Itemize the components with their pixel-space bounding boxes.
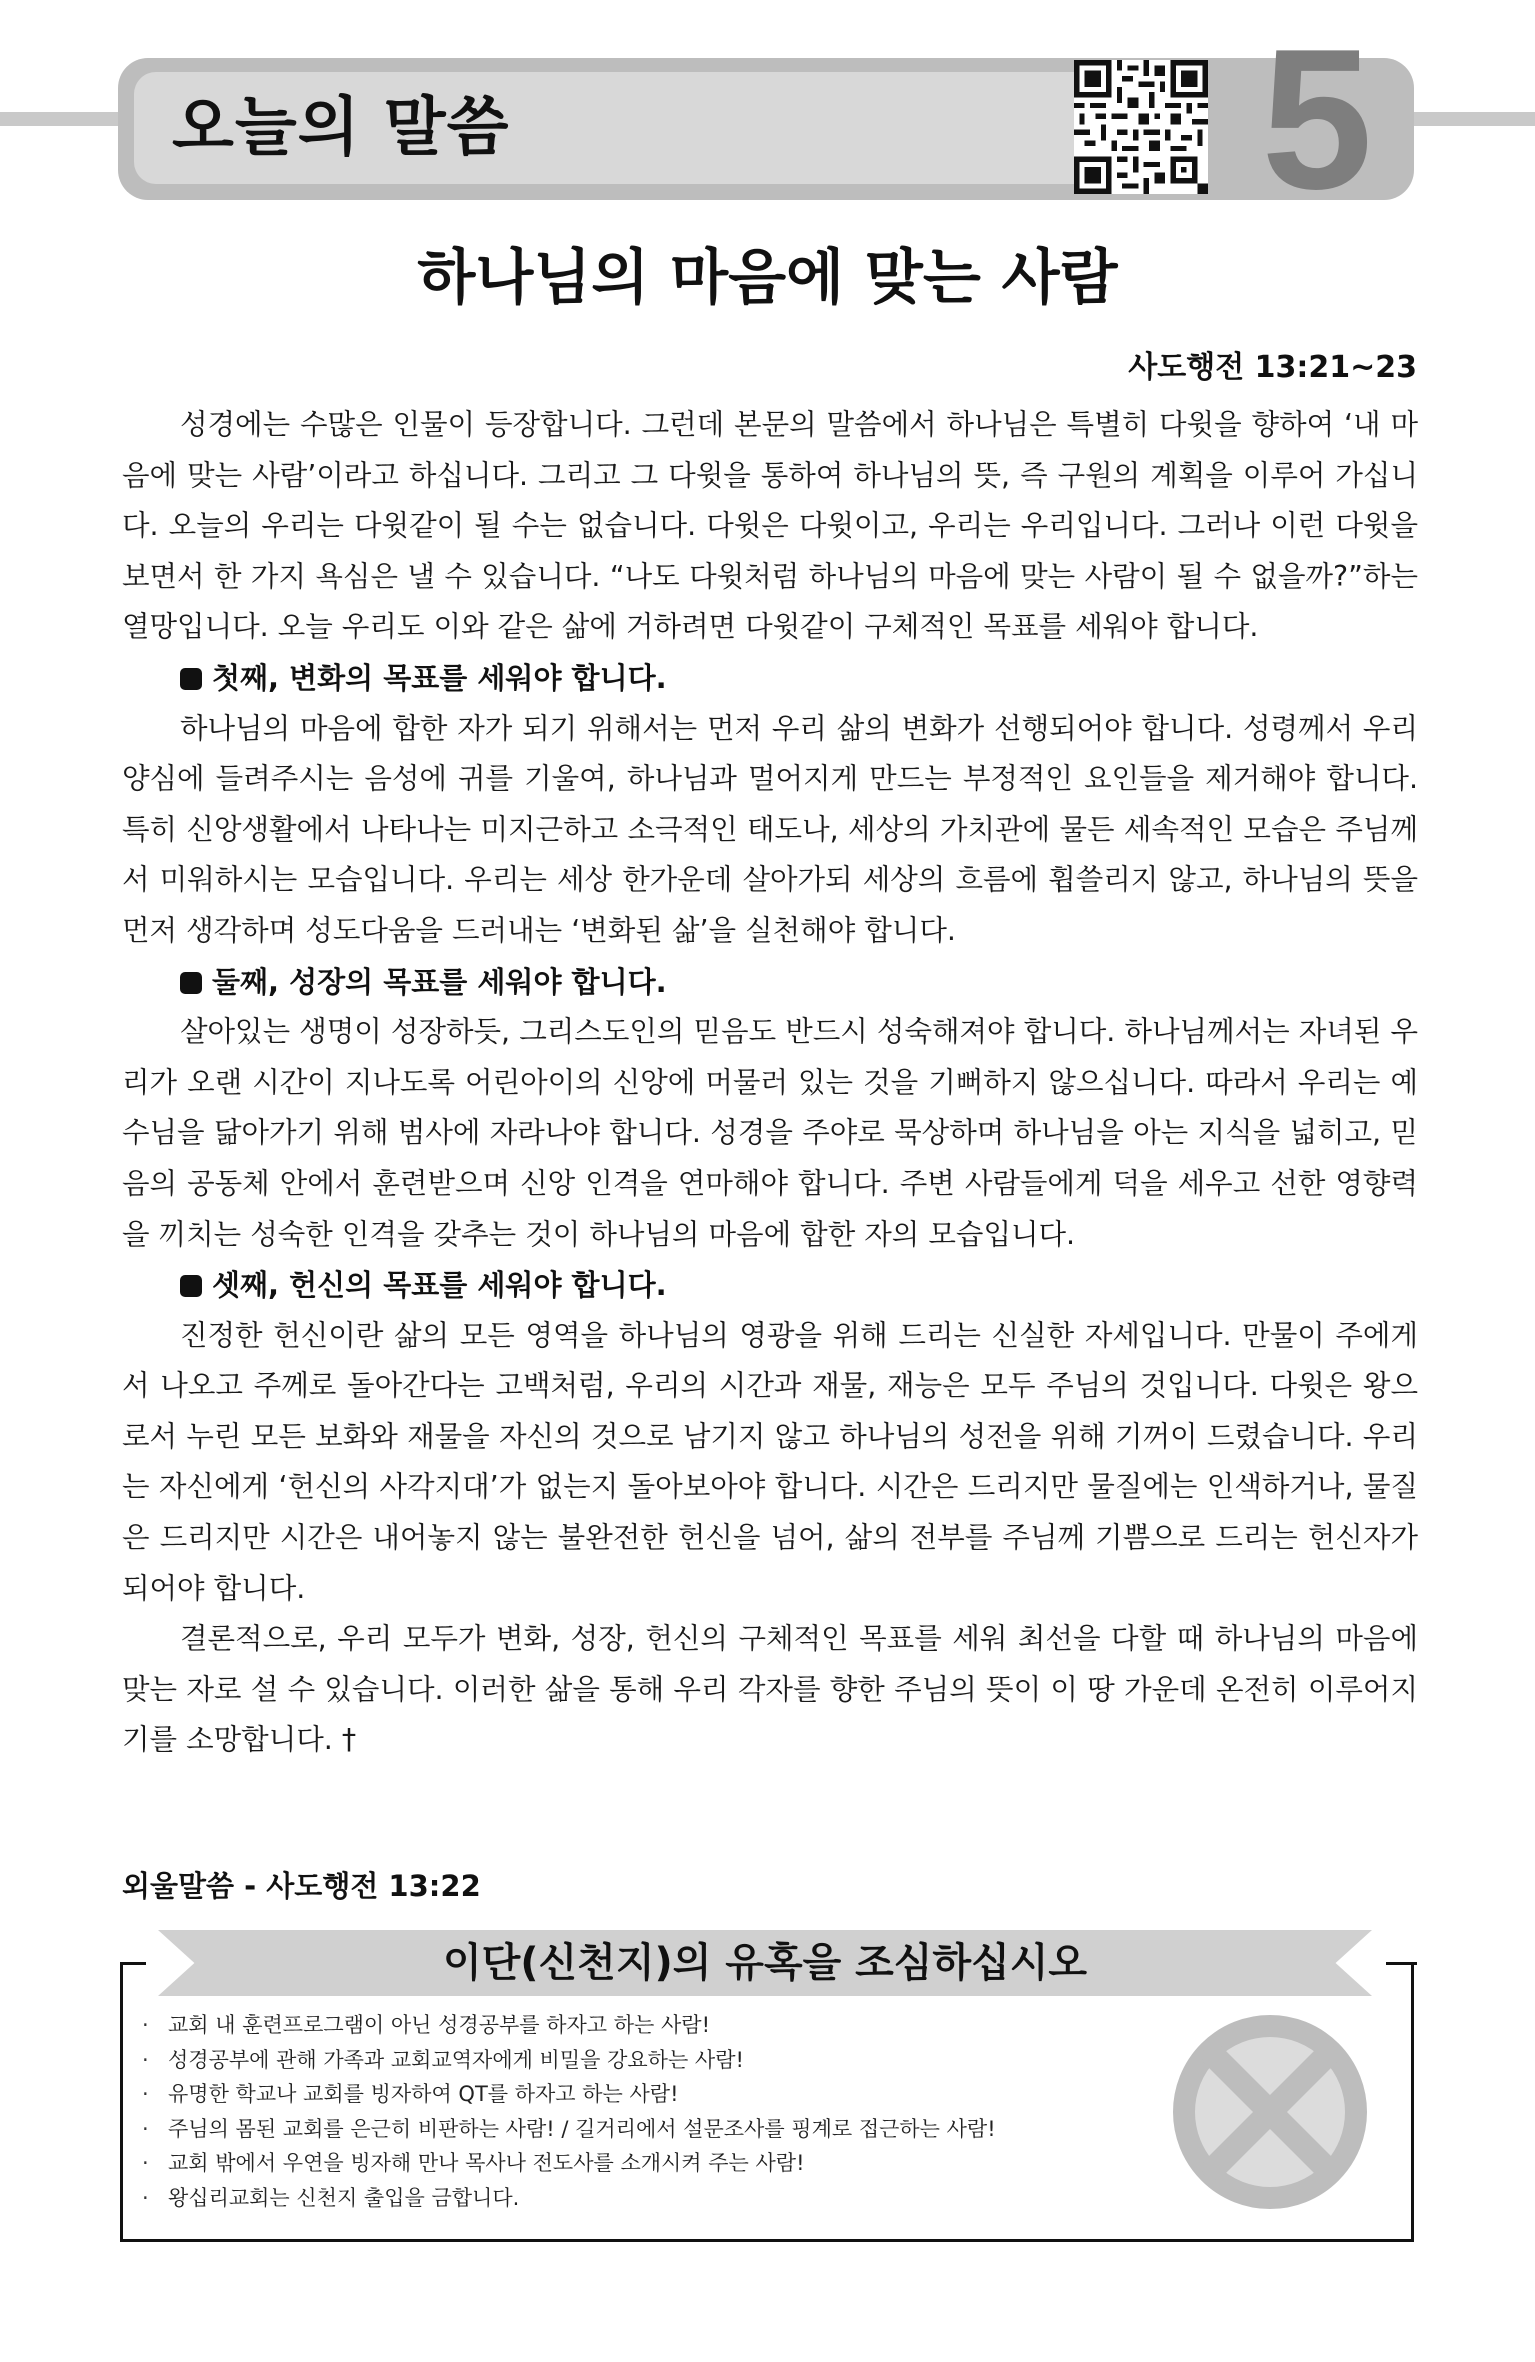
point3-heading-text: 셋째, 헌신의 목표를 세워야 합니다. — [212, 1268, 667, 1303]
point1-heading-text: 첫째, 변화의 목표를 세워야 합니다. — [212, 660, 667, 695]
list-item-text: 성경공부에 관해 가족과 교회교역자에게 비밀을 강요하는 사람! — [168, 2047, 744, 2072]
list-item-text: 교회 내 훈련프로그램이 아닌 성경공부를 하자고 하는 사람! — [168, 2013, 711, 2037]
point2-heading — [122, 957, 1418, 1008]
list-bullet: · — [142, 2082, 149, 2106]
warning-list — [142, 2008, 1142, 2215]
page-number: 5 — [1261, 8, 1373, 231]
scripture-reference: 사도행전 13:21~23 — [1128, 350, 1417, 385]
intro-paragraph: 성경에는 수많은 인물이 등장합니다. 그런데 본문의 말씀에서 하나님은 특별히 다윗을 향하여 ‘내 마음에 맞는 사람’이라고 하십니다. 그리고 그 다윗을 통하여 하나님의 뜻, 즉 구원의 계획을 이루어 가십니다. 오늘의 우리는 다윗같이 될 수는 없습니다. 다윗은 다윗이고, 우리는 우리입니다. 그러나 이런 다윗을 보면서 한 가지 욕심은 낼 수 있습니다. “나도 다윗처럼 하나님의 마음에 맞는 사람이 될 수 없을까?”하는 열망입니다. 오늘 우리도 이와 같은 삶에 거하려면 다윗같이 구체적인 목표를 세워야 합니다. — [122, 408, 1418, 644]
list-bullet: · — [142, 2013, 149, 2037]
bullet-square-icon — [180, 972, 202, 994]
conclusion-paragraph: 결론적으로, 우리 모두가 변화, 성장, 헌신의 구체적인 목표를 세워 최선을 다할 때 하나님의 마음에 맞는 자로 설 수 있습니다. 이러한 삶을 통해 우리 각자를 향한 주님의 뜻이 이 땅 가운데 온전히 이루어지기를 소망합니다. † — [122, 1622, 1418, 1757]
qr-code-icon — [1074, 60, 1208, 194]
list-item-text: 주님의 몸된 교회를 은근히 비판하는 사람! / 길거리에서 설문조사를 핑계로 접근하는 사람! — [168, 2116, 996, 2141]
sermon-title: 하나님의 마음에 맞는 사람 — [417, 243, 1118, 313]
list-bullet: · — [142, 2116, 149, 2141]
bullet-square-icon — [180, 668, 202, 690]
list-bullet: · — [142, 2151, 149, 2175]
warning-box-corner-left — [120, 1962, 146, 1965]
point2-heading-text: 둘째, 성장의 목표를 세워야 합니다. — [212, 964, 667, 999]
list-item — [142, 2112, 1142, 2147]
list-item — [142, 2181, 1142, 2216]
point3-heading — [122, 1260, 1418, 1311]
list-item-text: 교회 밖에서 우연을 빙자해 만나 목사나 전도사를 소개시켜 주는 사람! — [168, 2151, 805, 2175]
list-item-text: 왕십리교회는 신천지 출입을 금합니다. — [168, 2185, 520, 2210]
sermon-body — [122, 400, 1418, 1766]
list-item — [142, 2077, 1142, 2112]
memory-verse: 외울말씀 - 사도행전 13:22 — [122, 1869, 481, 1903]
warning-title: 이단(신천지)의 유혹을 조심하십시오 — [442, 1940, 1087, 1986]
point1-paragraph: 하나님의 마음에 합한 자가 되기 위해서는 먼저 우리 삶의 변화가 선행되어야 합니다. 성령께서 우리 양심에 들려주시는 음성에 귀를 기울여, 하나님과 멀어지게 만드는 부정적인 요인들을 제거해야 합니다. 특히 신앙생활에서 나타나는 미지근하고 소극적인 태도나, 세상의 가치관에 물든 세속적인 모습은 주님께서 미워하시는 모습입니다. 우리는 세상 한가운데 살아가되 세상의 흐름에 휩쓸리지 않고, 하나님의 뜻을 먼저 생각하며 성도다움을 드러내는 ‘변화된 삶’을 실천해야 합니다. — [122, 711, 1418, 947]
list-bullet: · — [142, 2185, 149, 2210]
point1-heading — [122, 653, 1418, 704]
list-item-text: 유명한 학교나 교회를 빙자하여 QT를 하자고 하는 사람! — [168, 2082, 679, 2106]
list-item — [142, 2146, 1142, 2181]
point2-paragraph: 살아있는 생명이 성장하듯, 그리스도인의 믿음도 반드시 성숙해져야 합니다. 하나님께서는 자녀된 우리가 오랜 시간이 지나도록 어린아이의 신앙에 머물러 있는 것을 기뻐하지 않으십니다. 따라서 우리는 예수님을 닮아가기 위해 범사에 자라나야 합니다. 성경을 주야로 묵상하며 하나님을 아는 지식을 넓히고, 믿음의 공동체 안에서 훈련받으며 신앙 인격을 연마해야 합니다. 주변 사람들에게 덕을 세우고 선한 영향력을 끼치는 성숙한 인격을 갖추는 것이 하나님의 마음에 합한 자의 모습입니다. — [122, 1015, 1418, 1251]
list-bullet: · — [142, 2047, 149, 2072]
list-item — [142, 2008, 1142, 2043]
prohibited-x-icon — [1170, 2012, 1370, 2212]
warning-box-corner-right — [1386, 1962, 1417, 1965]
point3-paragraph: 진정한 헌신이란 삶의 모든 영역을 하나님의 영광을 위해 드리는 신실한 자세입니다. 만물이 주에게서 나오고 주께로 돌아간다는 고백처럼, 우리의 시간과 재물, 재능은 모두 주님의 것입니다. 다윗은 왕으로서 누린 모든 보화와 재물을 자신의 것으로 남기지 않고 하나님의 성전을 위해 기꺼이 드렸습니다. 우리는 자신에게 ‘헌신의 사각지대’가 없는지 돌아보아야 합니다. 시간은 드리지만 물질에는 인색하거나, 물질은 드리지만 시간은 내어놓지 않는 불완전한 헌신을 넘어, 삶의 전부를 주님께 기쁨으로 드리는 헌신자가 되어야 합니다. — [122, 1318, 1418, 1605]
bullet-square-icon — [180, 1275, 202, 1297]
list-item — [142, 2043, 1142, 2078]
section-title: 오늘의 말씀 — [172, 91, 510, 165]
